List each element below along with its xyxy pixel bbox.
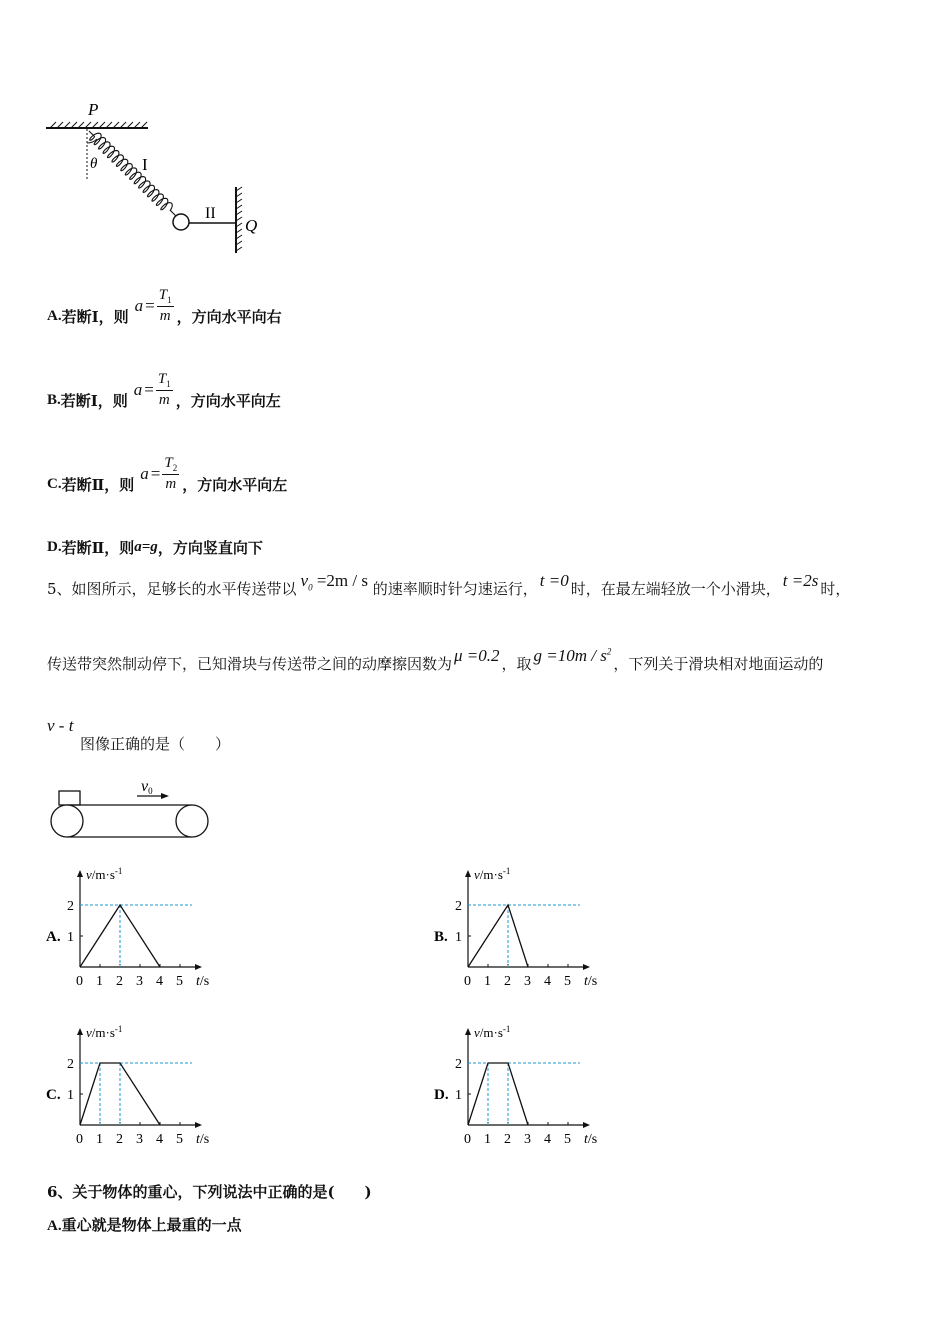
q4-option-b: B. 若断Ⅰ，则 a = $\frac{T_1}{m}$ ，方向水平向左 [47,371,281,410]
x-tick-label: 1 [484,1132,491,1147]
x-tick-label: 5 [564,1132,571,1147]
x-axis-arrow [583,964,590,970]
x-tick-label: 4 [156,974,163,989]
x-axis-arrow [195,964,202,970]
y-tick-label: 2 [455,1057,462,1072]
x-tick-label: 4 [156,1132,163,1147]
y-axis-label: $v/m\cdot s^{-1}$ [86,1024,123,1040]
x-tick-label: 2 [504,1132,511,1147]
x-axis-arrow [195,1122,202,1128]
q4-option-c: C. 若断Ⅱ，则 a = $\frac{T_2}{m}$ ，方向水平向左 [47,455,288,494]
label-I: I [142,155,148,174]
x-tick-label: 0 [76,974,83,989]
formula: a = $\frac{T_2}{m}$ [140,455,178,492]
y-tick-label: 1 [455,930,462,945]
x-tick-label: 3 [524,1132,531,1147]
vt-curve [468,1063,528,1125]
y-axis-arrow [77,870,83,877]
q5-line-3: 图像正确的是（ ） [80,735,231,753]
x-tick-label: 3 [524,974,531,989]
q5-line-1: 5、如图所示，足够长的水平传送带以 $v_0 =2m / s$ 的速率顺时针匀速运行， t =0 时，在最左端轻放一个小滑块， t =2s 时， [47,571,851,598]
graph-option-label: B. [434,929,448,945]
label-P: P [88,100,99,119]
right-pulley [176,805,208,837]
x-tick-label: 1 [484,974,491,989]
x-axis-label: t/s [196,974,210,989]
graph-option-label: D. [434,1087,449,1103]
x-axis-label: t/s [196,1132,210,1147]
slider-block [59,791,80,805]
x-tick-label: 4 [544,1132,551,1147]
graph-option-b[interactable] [433,862,613,996]
x-tick-label: 5 [176,1132,183,1147]
x-tick-label: 2 [116,1132,123,1147]
x-tick-label: 4 [544,974,551,989]
q6-option-a: A.重心就是物体上最重的一点 [47,1216,242,1234]
y-axis-label: $v/m\cdot s^{-1}$ [86,866,123,882]
spring-pendulum-figure [40,95,280,260]
x-tick-label: 5 [564,974,571,989]
x-axis-label: t/s [584,1132,598,1147]
y-axis-label: $v/m\cdot s^{-1}$ [474,866,511,882]
q4-option-a: A. 若断Ⅰ，则 a = $\frac{T_1}{m}$ ，方向水平向右 [47,287,282,326]
x-tick-label: 0 [464,1132,471,1147]
x-tick-label: 2 [504,974,511,989]
x-tick-label: 5 [176,974,183,989]
y-tick-label: 1 [67,1088,74,1103]
formula: a = $\frac{T_1}{m}$ [133,371,171,408]
x-tick-label: 3 [136,974,143,989]
vt-symbol: v - t [47,716,74,735]
graph-option-label: A. [46,929,61,945]
q6-stem: 6、关于物体的重心，下列说法中正确的是( ) [47,1183,372,1201]
x-tick-label: 0 [76,1132,83,1147]
q4-option-d: D. 若断Ⅱ，则 a=g ，方向竖直向下 [47,539,263,557]
x-axis-arrow [583,1122,590,1128]
graph-option-label: C. [46,1087,61,1103]
y-tick-label: 1 [455,1088,462,1103]
x-axis-label: t/s [584,974,598,989]
x-tick-label: 3 [136,1132,143,1147]
left-pulley [51,805,83,837]
x-tick-label: 2 [116,974,123,989]
q5-line-2: 传送带突然制动停下，已知滑块与传送带之间的动摩擦因数为 μ =0.2 ，取 $g =10m / s^2$，下列关于滑块相对地面运动的 [47,646,824,673]
y-axis-arrow [465,870,471,877]
v0-belt-label: v0 [141,778,153,796]
x-tick-label: 0 [464,974,471,989]
label-theta: θ [90,156,98,172]
y-tick-label: 2 [455,899,462,914]
y-axis-arrow [465,1028,471,1035]
y-tick-label: 2 [67,1057,74,1072]
y-tick-label: 1 [67,930,74,945]
graph-option-c[interactable] [45,1020,225,1154]
y-axis-arrow [77,1028,83,1035]
y-tick-label: 2 [67,899,74,914]
label-II: II [205,205,216,222]
y-axis-label: $v/m\cdot s^{-1}$ [474,1024,511,1040]
conveyor-belt-figure [45,775,215,843]
formula: a = $\frac{T_1}{m}$ [134,287,172,324]
graph-option-d[interactable] [433,1020,613,1154]
graph-option-a[interactable] [45,862,225,996]
x-tick-label: 1 [96,1132,103,1147]
label-Q: Q [245,216,258,235]
x-tick-label: 1 [96,974,103,989]
vt-curve [468,905,528,967]
